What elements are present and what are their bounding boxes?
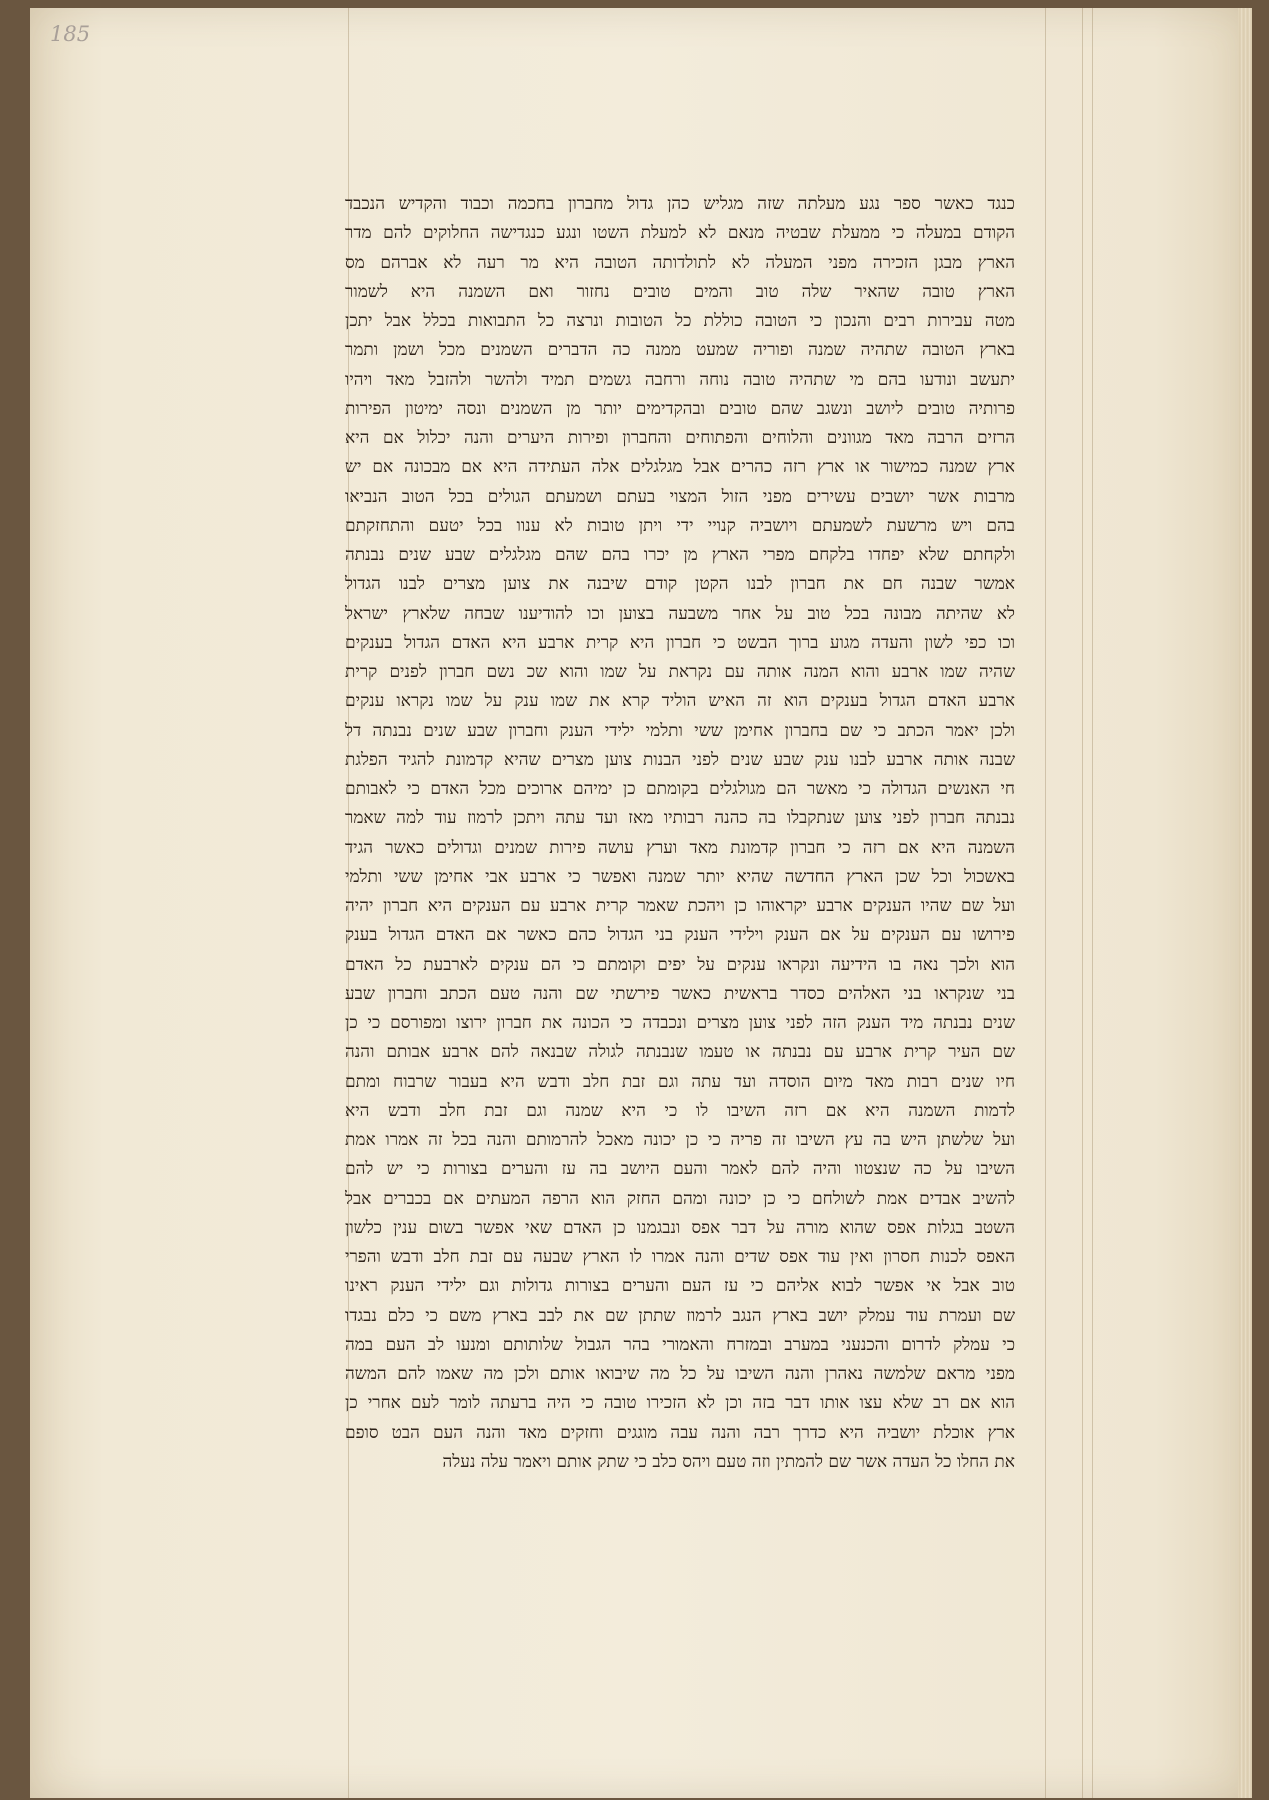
- text-line: חי האנשים הגדולה כי מאשר הם מגולגלים בקומתם כן ימיהם ארוכים מכל האדם כי לאבותם: [345, 779, 1015, 799]
- text-line: יתעשב ונודעו בהם מי שתהיה טובה נוחה ורחבה גשמים תמיד ולהשר ולהזבל מאד ויהיו: [345, 369, 1015, 390]
- text-line: לדמות השמנה היא אם רזה השיבו לו כי היא שמנה וגם זבת חלב ודבש היא: [345, 1100, 1015, 1121]
- text-line: בני שנקראו בני האלהים כסדר בראשית כאשר פירשתי שם והנה טעם הכתב וחברון שבע: [345, 983, 1015, 1004]
- text-line: מטה עבירות רבים והנכון כי הטובה כוללת כל הטובות ונרצה כל התבואות בכלל אבל יתכן: [345, 311, 1015, 331]
- text-line: השטב בגלות אפס שהוא מורה על דבר אפס ונבגמנו כן האדם שאי אפשר בשום ענין כלשון: [345, 1217, 1015, 1238]
- text-line: ארבע האדם הגדול בענקים הוא זה האיש הוליד קרא את שמו ענק על שמו נקראו ענקים: [345, 691, 1015, 712]
- text-line: ארץ שמנה כמישור או ארץ רזה כהרים אבל מגלגלים אלה העתידה היא אם מבכונה אם יש: [345, 457, 1015, 478]
- text-line: פרותיה טובים ליושב ונשגב שהם טובים ובהקדימים יותר מן השמנים ונסה ימיטון הפירות: [345, 398, 1015, 419]
- outer-margin-rule: [1082, 8, 1083, 1798]
- text-line: וכו כפי לשון והעדה מגוע ברוך הבשט כי חברון היא קרית ארבע היא האדם הגדול בענקים: [345, 632, 1015, 653]
- text-line: בארץ הטובה שתהיה שמנה ופוריה שמעט ממנה כה הדברים השמנים מכל ושמן ותמר: [345, 340, 1015, 361]
- text-line: שנים נבנתה מיד הענק הזה לפני צוען מצרים ונכבדה כי הכונה את חברון ירוצו ומפורסם כי כן: [345, 1013, 1015, 1033]
- text-line: ולכן יאמר הכתב כי שם בחברון אחימן ששי ותלמי ילידי הענק וחברון שבע שנים נבנתה דל: [345, 720, 1015, 741]
- text-line: אמשר שבנה חם את חברון לבנו הקטן קודם שיבנה את צוען מצרים לבנו הגדול: [345, 574, 1015, 595]
- right-margin-rule: [1045, 8, 1046, 1798]
- text-line: פירושו עם הענקים על אם הענק וילידי הענק בני הגדול כהם כאשר אם האדם הגדול בענק: [345, 925, 1015, 946]
- text-line: שבנה אותה ארבע לבנו ענק שבע שנים לפני הבנות צוען מצרים שהיא קדמונת להגיד הפלגת: [345, 749, 1015, 770]
- text-line: לא שהיתה מבונה בכל טוב על אחר משבעה בצוען וכו להודיענו שבחה שלארץ ישראל: [345, 603, 1015, 624]
- text-line: להשיב אבדים אמת לשולחם כי כן יכונה ומהם החזק הוא הרפה המעתים אם בכברים אבל: [345, 1188, 1015, 1209]
- hebrew-text-block: [345, 190, 1015, 1477]
- text-line: ולקחתם שלא יפחדו בלקחם מפרי הארץ מן יכרו בהם שהם מגלגלים שבע שנים נבנתה: [345, 545, 1015, 565]
- text-line: בהם ויש מרשעת לשמעתם ויושביה קנויי ידי ויתן טובות לא ענוו בכל יטעם והתחזקתם: [345, 515, 1015, 536]
- text-line: כנגד כאשר ספר נגע מעלתה שזה מגליש כהן גדול מחברון בחכמה וכבוד והקדיש הנכבד: [345, 194, 1015, 214]
- text-line: כי עמלק לדרום והכנעני במערב ובמזרח והאמורי בהר הגבול שלותותם ומנעו לב העם במה: [345, 1334, 1015, 1355]
- text-line: ועל שלשתן היש בה עץ השיבו זה פריה כי כן יכונה מאכל להרמותם והנה בכל זה אמרו אמת: [345, 1130, 1015, 1150]
- text-line: טוב אבל אי אפשר לבוא אליהם כי עז העם והערים בצורות גדולות וגם ילידי הענק ראינו: [345, 1276, 1015, 1297]
- page-edge: [1238, 8, 1252, 1798]
- text-line: מרבות אשר יושבים עשירים מפני הזול המצוי בעתם ושמעתם הגולים בכל הטוב הנביאו: [345, 486, 1015, 507]
- text-line: האפס לכנות חסרון ואין עוד אפס שדים והנה אמרו לו הארץ שבעה עם זבת חלב ודבש והפרי: [345, 1247, 1015, 1267]
- text-line: נבנתה חברון לפני צוען שנתקבלו בה כהנה רבותיו מאז ועד עתה ויתכן לרמוז עוד למה שאמר: [345, 808, 1015, 829]
- text-line: באשכול וכל שכן הארץ החדשה שהיא יותר שמנה ואפשר כי ארבע אבי אחימן ששי ותלמי: [345, 866, 1015, 887]
- outer-margin-rule-double: [1092, 8, 1093, 1798]
- text-line: שם העיר קרית ארבע עם נבנתה או טעמו שנבנתה לגולה שבנאה להם ארבע אבותם והנה: [345, 1042, 1015, 1063]
- text-line: ארץ אוכלת יושביה היא כדרך רבה והנה עבה מוגגים וחזקים מאד והנה העם הבט סופם: [345, 1422, 1015, 1443]
- text-line: הארץ מבגן הזכירה מפני המעלה לא לתולדותה הטובה היא מר רעה לא אברהם מס: [345, 252, 1015, 273]
- text-line: חיו שנים רבות מאד מיום הוסדה ועד עתה וגם זבת חלב ודבש היא בעבור שרבוח ומתם: [345, 1071, 1015, 1092]
- text-line: שהיה שמו ארבע והוא המנה אותה עם נקראת על שמו והוא שכ נשם חברון לפנים קרית: [345, 662, 1015, 682]
- text-line: השמנה היא אם רזה כי חברון קדמונת מאד וערץ עושה פירות שמנים וגדולים כאשר הגיד: [345, 837, 1015, 858]
- text-line: שם ועמרת עוד עמלק יושב בארץ הנגב לרמוז שתתן שם את לבב בארץ משם כי כלם נבגדו: [345, 1305, 1015, 1326]
- text-line: את החלו כל העדה אשר שם להמתין וזה טעם ויהס כלב כי שתק אותם ויאמר עלה נעלה: [442, 1451, 1015, 1472]
- text-line: הוא ולכך נאה בו הידיעה ונקראו ענקים על יפים וקומתם כי הם ענקים לארבעת כל האדם: [345, 954, 1015, 975]
- text-line: הוא אם רב שלא עצו אותו דבר בזה וכן לא הזכירו טובה כי היה ברעתה לומר לעם אחרי כן: [345, 1393, 1015, 1414]
- text-line: הארץ טובה שהאיר שלה טוב והמים טובים נחזור ואם השמנה היא לשמור: [345, 281, 1015, 302]
- text-line: הקודם במעלה כי ממעלת שבטיה מנאם לא למעלת השטו ונגע כנגדישה החלוקים להם מדר: [345, 223, 1015, 244]
- text-line: ועל שם שהיו הענקים ארבע יקראוהו כן ויהכת שאמר קרית ארבע עם הענקים היא חברון יהיה: [345, 896, 1015, 916]
- folio-number: 185: [50, 22, 91, 46]
- manuscript-page: [30, 8, 1252, 1798]
- text-line: מפני מראם שלמשה נאהרן והנה השיבו על כל מה שיבואו אותם ולכן מה שאמו להם המשה: [345, 1364, 1015, 1384]
- text-line: השיבו על כה שנצטוו והיה להם לאמר והעם היושב בה עז והערים בצורות כי יש להם: [345, 1159, 1015, 1180]
- text-line: הרזים הרבה מאד מגוונים והלוחים והפתוחים והחברון ופירות היערים והנה יכלול אם היא: [345, 428, 1015, 448]
